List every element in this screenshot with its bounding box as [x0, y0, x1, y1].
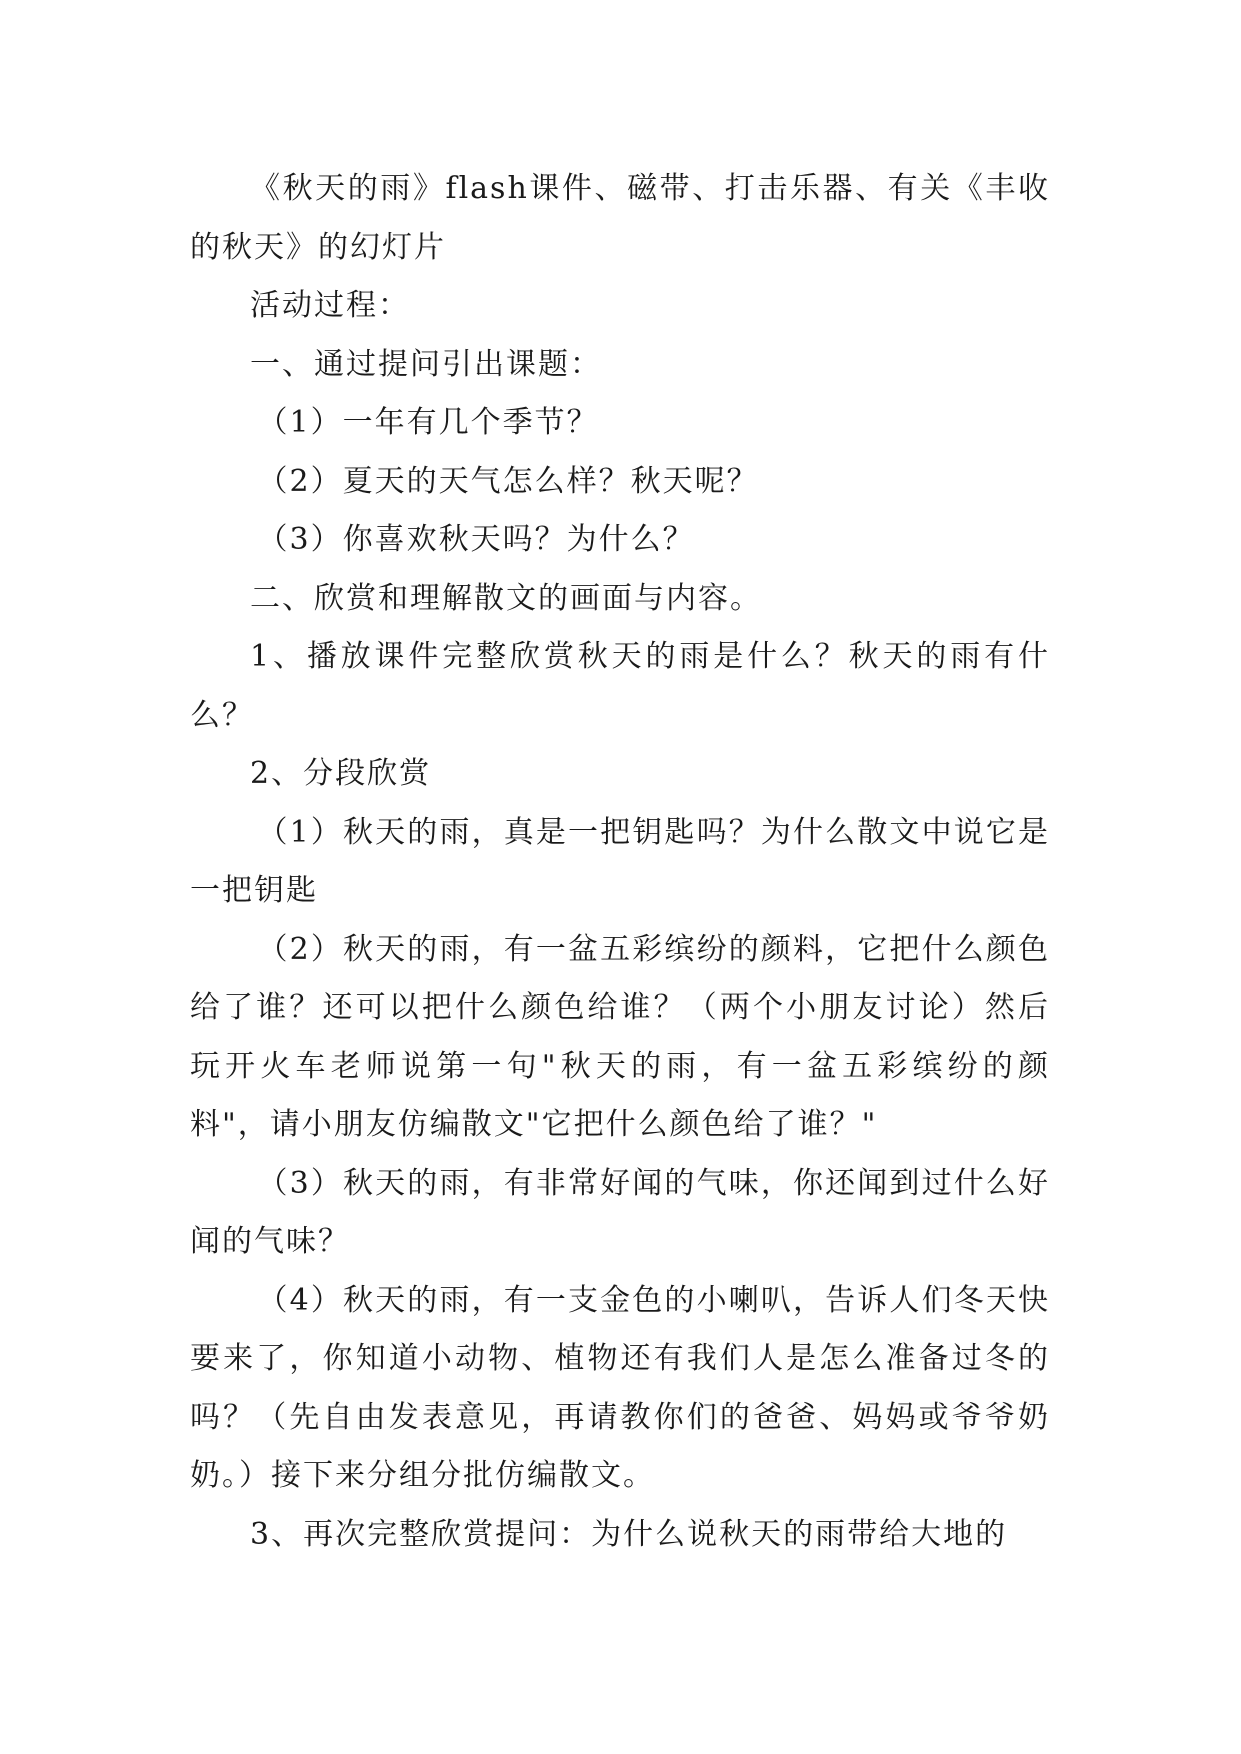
paragraph-question-1: （1）一年有几个季节？ [257, 405, 599, 440]
paragraph-question-2: （2）夏天的天气怎么样？秋天呢？ [257, 463, 759, 499]
paragraph-step-3: 3、再次完整欣赏提问：为什么说秋天的雨带给大地的 [250, 1516, 1008, 1552]
document-body [190, 160, 1050, 1564]
paragraph-sub-2: （2）秋天的雨，有一盆五彩缤纷的颜料，它把什么颜色给了谁？还可以把什么颜色给谁？（两个小朋友讨论）然后玩开火车老师说第一句"秋天的雨，有一盆五彩缤纷的颜料"，请小朋友仿编散文"它把什么颜色给了谁？" [190, 931, 1050, 1142]
paragraph-sub-4: （4）秋天的雨，有一支金色的小喇叭，告诉人们冬天快要来了，你知道小动物、植物还有我们人是怎么准备过冬的吗？（先自由发表意见，再请教你们的爸爸、妈妈或爷爷奶奶。）接下来分组分批仿编散文。 [190, 1282, 1050, 1493]
paragraph-step-1: 1、播放课件完整欣赏秋天的雨是什么？秋天的雨有什么？ [190, 639, 1050, 733]
paragraph-section-two: 二、欣赏和理解散文的画面与内容。 [250, 580, 762, 616]
paragraph-sub-3: （3）秋天的雨，有非常好闻的气味，你还闻到过什么好闻的气味？ [190, 1165, 1050, 1259]
paragraph-activity-process: 活动过程： [250, 288, 410, 323]
paragraph-section-one: 一、通过提问引出课题： [250, 346, 602, 382]
paragraph-sub-1: （1）秋天的雨，真是一把钥匙吗？为什么散文中说它是一把钥匙 [190, 814, 1050, 908]
paragraph-step-2: 2、分段欣赏 [250, 756, 432, 791]
paragraph-materials: 《秋天的雨》flash课件、磁带、打击乐器、有关《丰收的秋天》的幻灯片 [190, 171, 1050, 265]
paragraph-question-3: （3）你喜欢秋天吗？为什么？ [257, 522, 695, 557]
